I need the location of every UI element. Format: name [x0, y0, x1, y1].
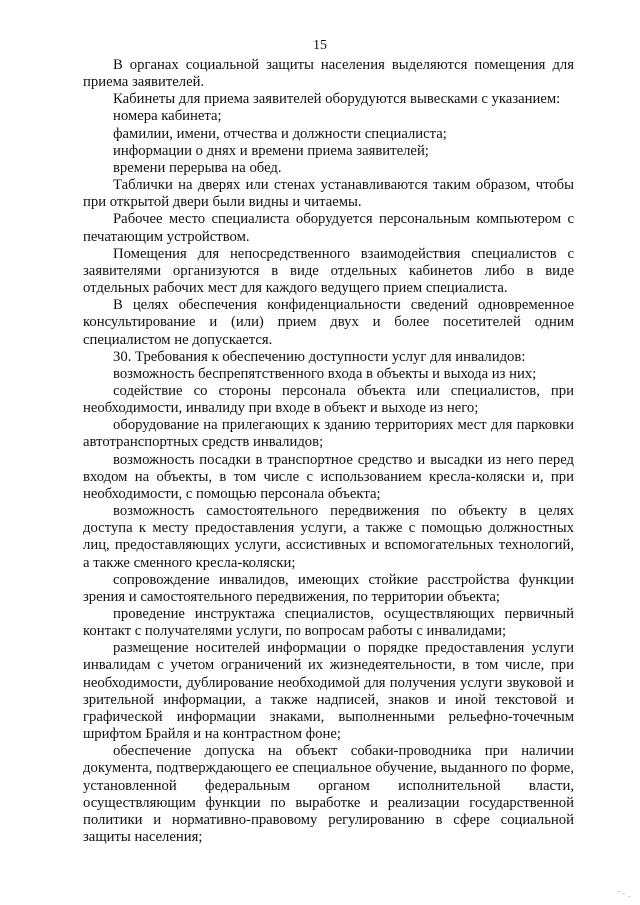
list-item-cabinet-number: номера кабинета; — [113, 108, 222, 125]
list-item-independent-movement: возможность самостоятельного передвижения по объекту в целях доступа к месту предоставления услуги, а также с помощью должностных лиц, предоставляющих услуги, ассистивных и вспомогательных технологий, а также сменного кресла-коляски; — [83, 503, 574, 571]
paragraph-workplace: Рабочее место специалиста оборудуется персональным компьютером с печатающим устройством. — [83, 211, 574, 245]
list-item-specialist-name: фамилии, имени, отчества и должности специалиста; — [113, 125, 447, 142]
list-item-reception-days: информации о днях и времени приема заявителей; — [113, 142, 429, 159]
paragraph-cabinets-signs: Кабинеты для приема заявителей оборудуются вывесками с указанием: — [113, 91, 561, 108]
paragraph-door-plates: Таблички на дверях или стенах устанавливаются таким образом, чтобы при открытой двери были видны и читаемы. — [83, 177, 574, 211]
list-item-staff-briefing: проведение инструктажа специалистов, осуществляющих первичный контакт с получателями услуги, по вопросам работы с инвалидами; — [83, 606, 574, 640]
list-item-escort: сопровождение инвалидов, имеющих стойкие расстройства функции зрения и самостоятельного передвижения, по территории объекта; — [83, 571, 574, 605]
paragraph-confidentiality: В целях обеспечения конфиденциальности сведений одновременное консультирование и (или) прием двух и более посетителей одним специалистом не допускается. — [83, 297, 574, 348]
document-body — [83, 57, 574, 846]
list-item-vehicle-boarding: возможность посадки в транспортное средство и высадки из него перед входом на объекты, в том числе с использованием кресла-коляски и, при необходимости, с помощью персонала объекта; — [83, 451, 574, 502]
list-item-information-carriers: размещение носителей информации о порядке предоставления услуги инвалидам с учетом ограничений их жизнедеятельности, в том числе, при необходимости, дублирование необходимой для получения услуги звуковой и зрительной информации, а также надписей, знаков и иной текстовой и графической информации знаками, выполненными рельефно-точечным шрифтом Брайля и на контрастном фоне; — [83, 640, 574, 743]
scan-specks-decoration — [618, 889, 632, 899]
list-item-barrier-free-entry: возможность беспрепятственного входа в объекты и выхода из них; — [113, 365, 537, 382]
section-30-heading: 30. Требования к обеспечению доступности услуг для инвалидов: — [113, 348, 526, 365]
list-item-parking: оборудование на прилегающих к зданию территориях мест для парковки автотранспортных средств инвалидов; — [83, 417, 574, 451]
list-item-lunch-break: времени перерыва на обед. — [113, 159, 282, 176]
paragraph-interaction-rooms: Помещения для непосредственного взаимодействия специалистов с заявителями организуются в виде отдельных кабинетов либо в виде отдельных рабочих мест для каждого ведущего прием специалиста. — [83, 245, 574, 297]
paragraph-premises: В органах социальной защиты населения выделяются помещения для приема заявителей. — [83, 57, 574, 91]
list-item-staff-assistance: содействие со стороны персонала объекта или специалистов, при необходимости, инвалиду при входе в объект и выходе из него; — [83, 382, 574, 417]
page-number: 15 — [313, 38, 327, 53]
list-item-guide-dog: обеспечение допуска на объект собаки-проводника при наличии документа, подтверждающего ее специальное обучение, выданного по форме, установленной федеральным органом исполнительной власти, осуществляющим функции по выработке и реализации государственной политики и нормативно-правовому регулированию в сфере социальной защиты населения; — [83, 743, 574, 846]
